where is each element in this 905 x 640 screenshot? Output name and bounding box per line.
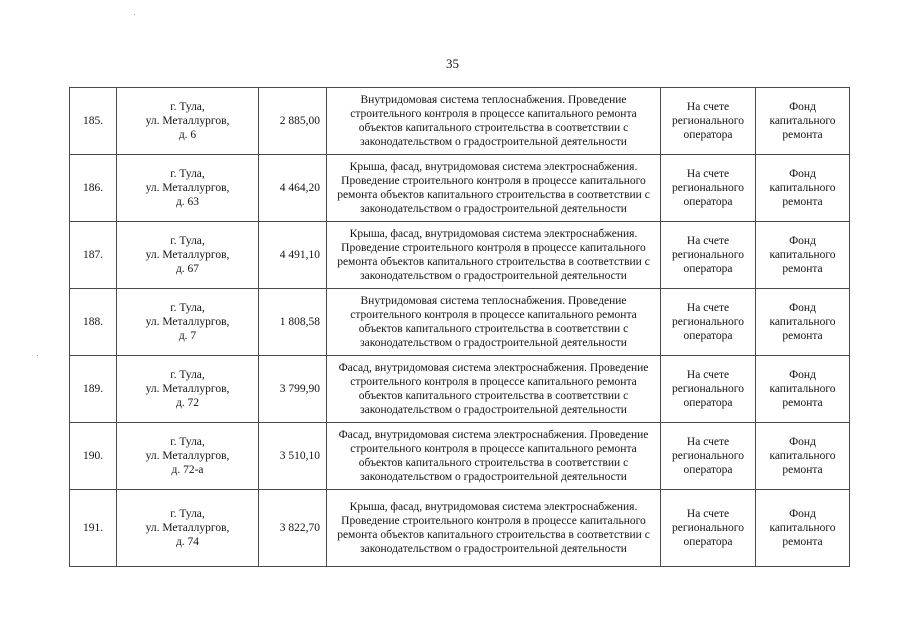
area-cell: 4 491,10 — [259, 222, 327, 289]
funding-source-cell: Фонд капитального ремонта — [756, 356, 850, 423]
account-cell: На счете регионального оператора — [661, 155, 756, 222]
address-cell — [117, 222, 259, 289]
address-street: ул. Металлургов, — [145, 115, 230, 127]
row-number-cell: 190. — [70, 423, 117, 490]
row-number-cell: 188. — [70, 289, 117, 356]
address-city: г. Тула, — [170, 168, 205, 180]
work-type-cell: Крыша, фасад, внутридомовая система электроснабжения. Проведение строительного контроля в процессе капитального ремонта объектов капитального строительства в соответствии с законодательством о градостроительной деятельности — [327, 222, 661, 289]
work-type-cell: Фасад, внутридомовая система электроснабжения. Проведение строительного контроля в процессе капитального ремонта объектов капитального строительства в соответствии с законодательством о градостроительной деятельности — [327, 356, 661, 423]
account-cell: На счете регионального оператора — [661, 423, 756, 490]
area-cell: 3 799,90 — [259, 356, 327, 423]
funding-source-cell: Фонд капитального ремонта — [756, 423, 850, 490]
address-city: г. Тула, — [170, 508, 205, 520]
funding-source-cell: Фонд капитального ремонта — [756, 155, 850, 222]
address-cell — [117, 423, 259, 490]
table-row — [70, 88, 850, 155]
address-street: ул. Металлургов, — [145, 383, 230, 395]
row-number-cell: 187. — [70, 222, 117, 289]
address-cell — [117, 289, 259, 356]
funding-source-cell: Фонд капитального ремонта — [756, 289, 850, 356]
address-street: ул. Металлургов, — [145, 522, 230, 534]
area-cell: 2 885,00 — [259, 88, 327, 155]
address-cell — [117, 88, 259, 155]
funding-source-cell: Фонд капитального ремонта — [756, 222, 850, 289]
work-type-cell: Крыша, фасад, внутридомовая система электроснабжения. Проведение строительного контроля в процессе капитального ремонта объектов капитального строительства в соответствии с законодательством о градостроительной деятельности — [327, 490, 661, 567]
address-house: д. 67 — [175, 263, 200, 275]
row-number-cell: 191. — [70, 490, 117, 567]
address-city: г. Тула, — [170, 436, 205, 448]
page-number: 35 — [446, 56, 459, 71]
account-cell: На счете регионального оператора — [661, 356, 756, 423]
area-cell: 3 510,10 — [259, 423, 327, 490]
address-house: д. 7 — [178, 330, 197, 342]
row-number-cell: 189. — [70, 356, 117, 423]
address-house: д. 72-а — [171, 464, 204, 476]
table-row — [70, 155, 850, 222]
work-type-cell: Фасад, внутридомовая система электроснабжения. Проведение строительного контроля в процессе капитального ремонта объектов капитального строительства в соответствии с законодательством о градостроительной деятельности — [327, 423, 661, 490]
address-city: г. Тула, — [170, 101, 205, 113]
funding-source-cell: Фонд капитального ремонта — [756, 88, 850, 155]
address-cell — [117, 155, 259, 222]
address-city: г. Тула, — [170, 369, 205, 381]
address-cell — [117, 356, 259, 423]
address-street: ул. Металлургов, — [145, 182, 230, 194]
funding-source-cell: Фонд капитального ремонта — [756, 490, 850, 567]
work-type-cell: Внутридомовая система теплоснабжения. Проведение строительного контроля в процессе капитального ремонта объектов капитального строительства в соответствии с законодательством о градостроительной деятельности — [327, 88, 661, 155]
work-type-cell: Крыша, фасад, внутридомовая система электроснабжения. Проведение строительного контроля в процессе капитального ремонта объектов капитального строительства в соответствии с законодательством о градостроительной деятельности — [327, 155, 661, 222]
table-row — [70, 222, 850, 289]
scan-speck — [134, 14, 135, 15]
table-row — [70, 356, 850, 423]
row-number-cell: 185. — [70, 88, 117, 155]
address-city: г. Тула, — [170, 235, 205, 247]
table-row — [70, 490, 850, 567]
account-cell: На счете регионального оператора — [661, 490, 756, 567]
address-city: г. Тула, — [170, 302, 205, 314]
account-cell: На счете регионального оператора — [661, 222, 756, 289]
address-house: д. 74 — [175, 536, 200, 548]
scan-speck — [37, 355, 38, 356]
table-body — [70, 88, 850, 567]
area-cell: 3 822,70 — [259, 490, 327, 567]
table-row — [70, 289, 850, 356]
address-house: д. 72 — [175, 397, 200, 409]
row-number-cell: 186. — [70, 155, 117, 222]
address-house: д. 63 — [175, 196, 200, 208]
account-cell: На счете регионального оператора — [661, 88, 756, 155]
area-cell: 4 464,20 — [259, 155, 327, 222]
address-house: д. 6 — [178, 129, 197, 141]
area-cell: 1 808,58 — [259, 289, 327, 356]
address-cell — [117, 490, 259, 567]
account-cell: На счете регионального оператора — [661, 289, 756, 356]
address-street: ул. Металлургов, — [145, 450, 230, 462]
capital-repair-table — [69, 87, 850, 567]
table-row — [70, 423, 850, 490]
address-street: ул. Металлургов, — [145, 249, 230, 261]
address-street: ул. Металлургов, — [145, 316, 230, 328]
work-type-cell: Внутридомовая система теплоснабжения. Проведение строительного контроля в процессе капитального ремонта объектов капитального строительства в соответствии с законодательством о градостроительной деятельности — [327, 289, 661, 356]
